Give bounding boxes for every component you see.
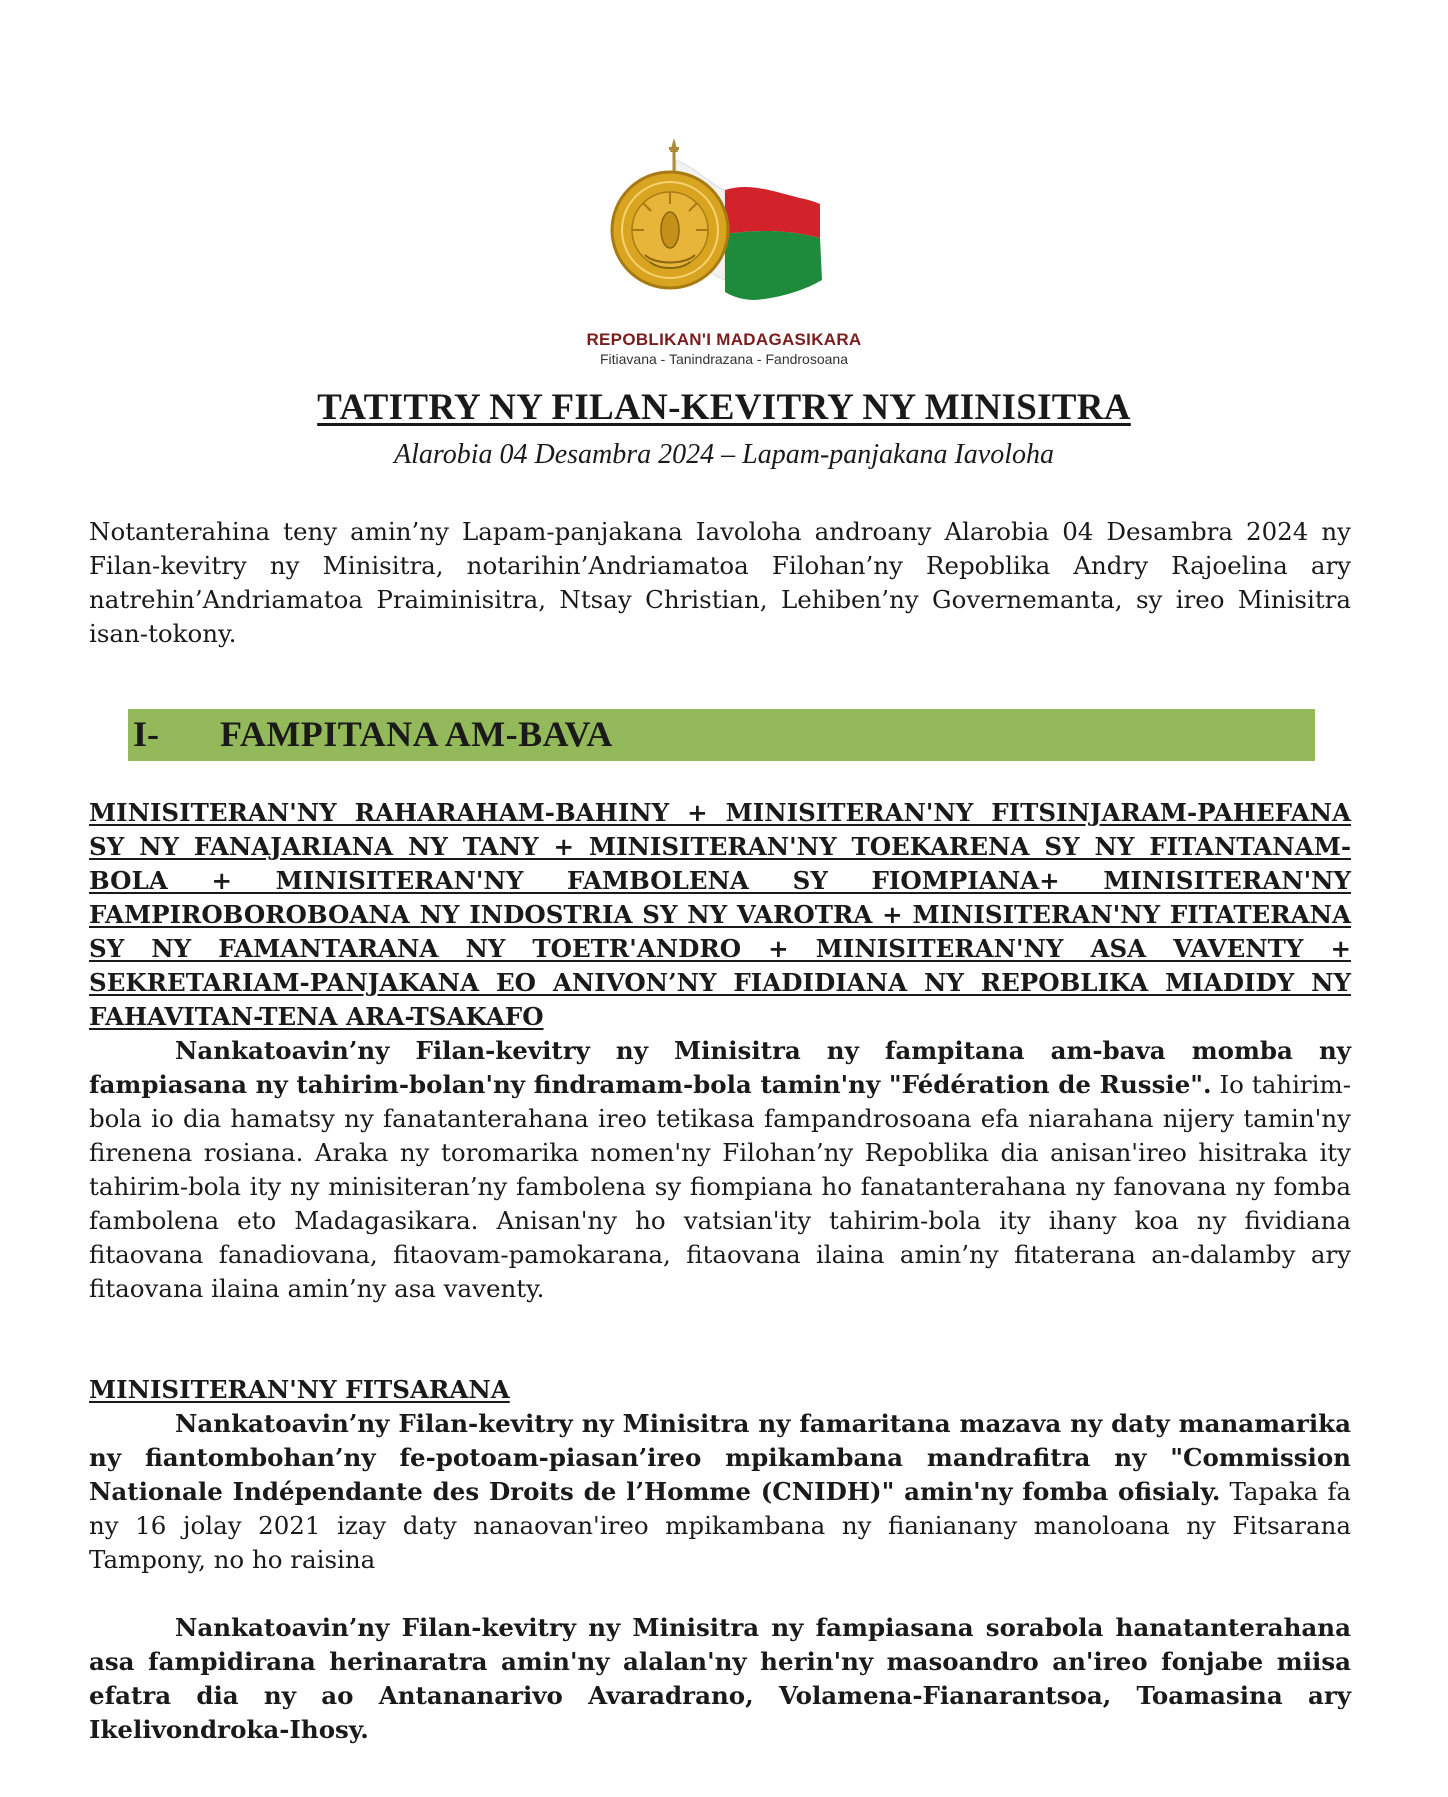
document-title: TATITRY NY FILAN-KEVITRY NY MINISITRA <box>317 387 1131 428</box>
item-2-details: Tapaka fa ny 16 jolay 2021 izay daty nanaovan'ireo mpikambana ny fianianany manoloana ny Fitsarana Tampony, no ho raisina <box>89 1477 1351 1574</box>
republic-name: REPOBLIKAN'I MADAGASIKARA <box>586 330 862 349</box>
section-title: FAMPITANA AM-BAVA <box>220 714 613 754</box>
item-2-paragraph <box>89 1407 1351 1577</box>
ministries-heading: MINISITERAN'NY RAHARAHAM-BAHINY + MINISITERAN'NY FITSINJARAM-PAHEFANA SY NY FANAJARIANA NY TANY + MINISITERAN'NY TOEKARENA SY NY FITANTANAM-BOLA + MINISITERAN'NY FAMBOLENA SY FIOMPIANA+ MINISITERAN'NY FAMPIROBOROBOANA NY INDOSTRIA SY NY VAROTRA + MINISITERAN'NY FITATERANA SY NY FAMANTARANA NY TOETR'ANDRO + MINISITERAN'NY ASA VAVENTY + SEKRETARIAM-PANJAKANA EO ANIVON’NY FIADIDIANA NY REPOBLIKA MIADIDY NY FAHAVITAN-TENA ARA-TSAKAFO <box>89 798 1351 1031</box>
section-number: I- <box>133 714 159 754</box>
item-3-decision: Nankatoavin’ny Filan-kevitry ny Minisitra ny fampiasana sorabola hanatanterahana asa fampidirana herinaratra amin'ny alalan'ny herin'ny masoandro an'ireo fonjabe miisa efatra dia ny ao Antananarivo Avaradrano, Volamena-Fianarantsoa, Toamasina ary Ikelivondroka-Ihosy. <box>89 1613 1351 1744</box>
document-subtitle: Alarobia 04 Desambra 2024 – Lapam-panjakana Iavoloha <box>393 439 1055 470</box>
item-2-decision: Nankatoavin’ny Filan-kevitry ny Minisitra ny famaritana mazava ny daty manamarika ny fiantombohan’ny fe-potoam-piasan’ireo mpikambana mandrafitra ny "Commission Nationale Indépendante des Droits de l’Homme (CNIDH)" amin'ny fomba ofisialy. <box>89 1409 1351 1506</box>
justice-ministry-heading: MINISITERAN'NY FITSARANA <box>89 1375 510 1404</box>
item-1-details: Io tahirim-bola io dia hamatsy ny fanatanterahana ireo tetikasa fampandrosoana efa niarahana nijery tamin'ny firenena rosiana. Araka ny toromarika nomen'ny Filohan’ny Repoblika dia anisan'ireo hisitraka ity tahirim-bola ity ny minisiteran’ny fambolena sy fiompiana ho fanatanterahana ny fanovana ny fomba fambolena eto Madagasikara. Anisan'ny ho vatsian'ity tahirim-bola ity ihany koa ny fividiana fitaovana fanadiovana, fitaovam-pamokarana, fitaovana ilaina amin’ny fitaterana an-dalamby ary fitaovana ilaina amin’ny asa vaventy. <box>89 1070 1351 1303</box>
item-1-paragraph <box>89 1034 1351 1306</box>
item-3-paragraph <box>89 1611 1351 1747</box>
republic-motto: Fitiavana - Tanindrazana - Fandrosoana <box>599 351 848 367</box>
item-1-decision: Nankatoavin’ny Filan-kevitry ny Minisitra ny fampitana am-bava momba ny fampiasana ny tahirim-bolan'ny findramam-bola tamin'ny "Fédération de Russie". <box>89 1036 1351 1099</box>
intro-paragraph: Notanterahina teny amin’ny Lapam-panjakana Iavoloha androany Alarobia 04 Desambra 2024 ny Filan-kevitry ny Minisitra, notarihin’Andriamatoa Filohan’ny Repoblika Andry Rajoelina ary natrehin’Andriamatoa Praiminisitra, Ntsay Christian, Lehiben’ny Governemanta, sy ireo Minisitra isan-tokony. <box>89 517 1351 648</box>
republic-emblem-logo <box>610 130 840 330</box>
